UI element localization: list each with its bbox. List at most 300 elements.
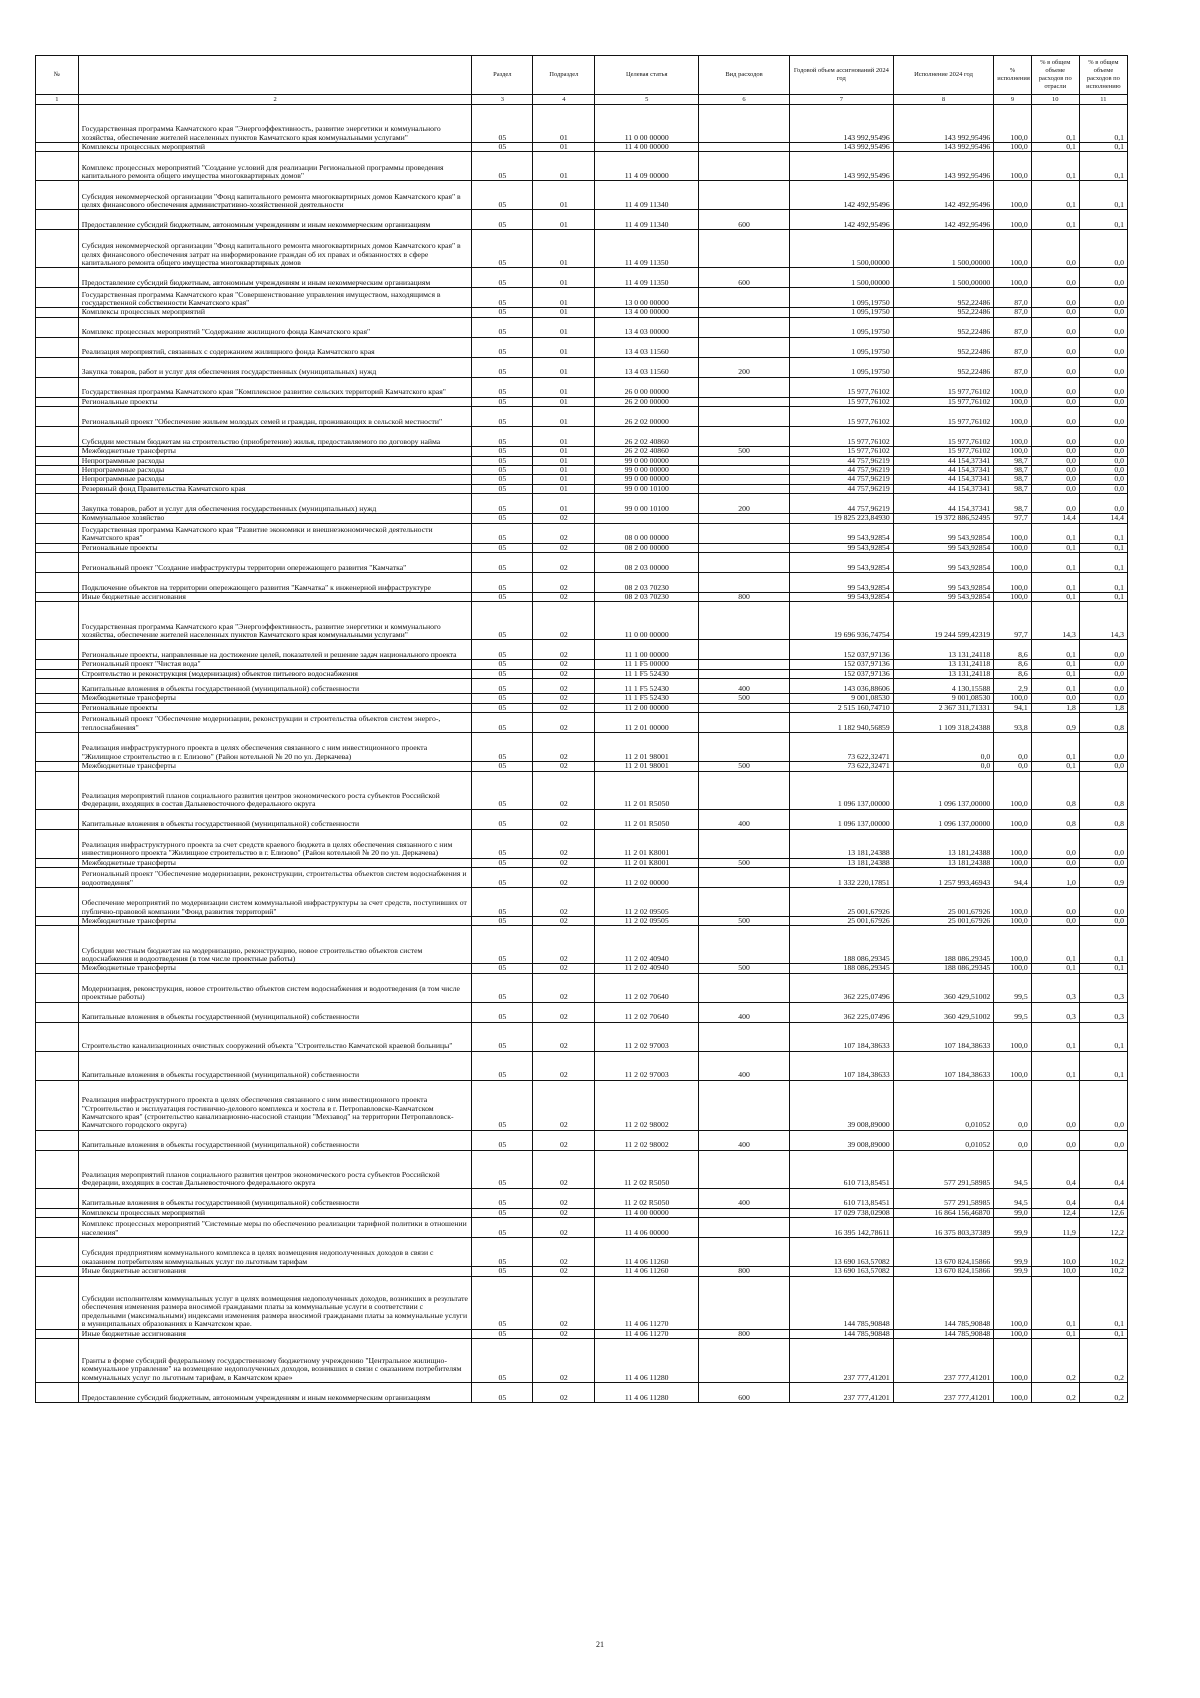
- row-name: Капитальные вложения в объекты государственной (муниципальной) собственности: [78, 1051, 472, 1080]
- row-expense-type: 400: [699, 1188, 790, 1208]
- row-number: [36, 762, 79, 771]
- row-planned-amount: 188 086,29345: [789, 926, 893, 964]
- row-podrazdel: 01: [533, 456, 595, 465]
- row-podrazdel: 01: [533, 484, 595, 493]
- row-podrazdel: 02: [533, 1150, 595, 1188]
- row-planned-amount: 1 500,00000: [789, 268, 893, 288]
- row-expense-type: [699, 308, 790, 317]
- row-expense-type: 600: [699, 210, 790, 230]
- row-name: Реализация инфраструктурного проекта за счет средств краевого бюджета в целях обеспечения связанного с ним инвестиционного проекта "Жилищное строительство в г. Елизово" (Район котельной № 20 по ул. Деркачева): [78, 829, 472, 858]
- row-planned-amount: 188 086,29345: [789, 964, 893, 973]
- row-execution-percent: 99,9: [994, 1238, 1031, 1267]
- row-execution-percent: 100,0: [994, 771, 1031, 809]
- row-number: [36, 308, 79, 317]
- row-name: Региональные проекты: [78, 703, 472, 712]
- row-share-industry: 0,2: [1031, 1338, 1079, 1382]
- row-razdel: 05: [472, 1238, 533, 1267]
- row-expense-type: [699, 337, 790, 357]
- row-planned-amount: 44 757,96219: [789, 475, 893, 484]
- row-razdel: 05: [472, 1382, 533, 1402]
- row-expense-type: [699, 1208, 790, 1217]
- row-expense-type: [699, 427, 790, 447]
- row-share-industry: 0,1: [1031, 523, 1079, 543]
- row-share-execution: 0,8: [1079, 713, 1127, 733]
- row-expense-type: [699, 867, 790, 887]
- row-target-article: 11 2 02 98002: [595, 1130, 699, 1150]
- row-target-article: 11 2 02 97003: [595, 1051, 699, 1080]
- row-share-execution: 0,0: [1079, 397, 1127, 406]
- row-share-industry: 0,8: [1031, 809, 1079, 829]
- table-row: [36, 447, 1128, 456]
- row-target-article: 26 0 00 00000: [595, 377, 699, 397]
- row-executed-amount: 13 131,24118: [893, 669, 994, 678]
- row-podrazdel: 02: [533, 1382, 595, 1402]
- row-execution-percent: 0,0: [994, 762, 1031, 771]
- row-number: [36, 1051, 79, 1080]
- row-share-industry: 0,1: [1031, 105, 1079, 143]
- row-name: Резервный фонд Правительства Камчатского края: [78, 484, 472, 493]
- row-target-article: 11 2 00 00000: [595, 703, 699, 712]
- row-executed-amount: 15 977,76102: [893, 377, 994, 397]
- row-share-execution: 0,1: [1079, 593, 1127, 602]
- row-planned-amount: 19 696 936,74754: [789, 602, 893, 640]
- row-podrazdel: 02: [533, 1218, 595, 1238]
- row-execution-percent: 98,7: [994, 484, 1031, 493]
- row-podrazdel: 02: [533, 694, 595, 703]
- table-row: [36, 694, 1128, 703]
- row-share-industry: 0,1: [1031, 762, 1079, 771]
- row-share-industry: 0,0: [1031, 230, 1079, 268]
- table-row: [36, 829, 1128, 858]
- row-razdel: 05: [472, 317, 533, 337]
- row-podrazdel: 01: [533, 308, 595, 317]
- row-share-industry: 12,4: [1031, 1208, 1079, 1217]
- row-expense-type: 500: [699, 964, 790, 973]
- row-share-execution: 0,0: [1079, 484, 1127, 493]
- row-executed-amount: 144 785,90848: [893, 1276, 994, 1329]
- row-number: [36, 679, 79, 694]
- row-number: [36, 494, 79, 514]
- row-podrazdel: 02: [533, 771, 595, 809]
- row-razdel: 05: [472, 1080, 533, 1130]
- row-razdel: 05: [472, 1022, 533, 1051]
- row-share-execution: 0,0: [1079, 317, 1127, 337]
- row-share-industry: 0,8: [1031, 771, 1079, 809]
- table-row: [36, 926, 1128, 964]
- row-share-industry: 0,3: [1031, 973, 1079, 1002]
- row-planned-amount: 99 543,92854: [789, 593, 893, 602]
- row-podrazdel: 02: [533, 1130, 595, 1150]
- row-podrazdel: 01: [533, 357, 595, 377]
- row-podrazdel: 02: [533, 1051, 595, 1080]
- row-share-industry: 0,0: [1031, 858, 1079, 867]
- row-razdel: 05: [472, 858, 533, 867]
- row-podrazdel: 01: [533, 447, 595, 456]
- row-expense-type: [699, 553, 790, 573]
- table-row: [36, 523, 1128, 543]
- table-row: [36, 105, 1128, 143]
- row-share-execution: 12,6: [1079, 1208, 1127, 1217]
- row-planned-amount: 1 182 940,56859: [789, 713, 893, 733]
- table-row: [36, 1080, 1128, 1130]
- row-executed-amount: 952,22486: [893, 317, 994, 337]
- row-share-execution: 0,1: [1079, 181, 1127, 210]
- row-target-article: 11 0 00 00000: [595, 105, 699, 143]
- row-expense-type: [699, 1218, 790, 1238]
- row-podrazdel: 02: [533, 887, 595, 916]
- row-podrazdel: 01: [533, 494, 595, 514]
- row-podrazdel: 02: [533, 867, 595, 887]
- row-share-industry: 10,0: [1031, 1238, 1079, 1267]
- table-row: [36, 1022, 1128, 1051]
- table-row: [36, 1238, 1128, 1267]
- row-razdel: 05: [472, 887, 533, 916]
- row-number: [36, 543, 79, 552]
- row-target-article: 99 0 00 00000: [595, 456, 699, 465]
- row-name: Межбюджетные трансферты: [78, 858, 472, 867]
- row-share-execution: 0,9: [1079, 867, 1127, 887]
- row-razdel: 05: [472, 829, 533, 858]
- row-podrazdel: 01: [533, 181, 595, 210]
- row-razdel: 05: [472, 669, 533, 678]
- row-share-execution: 0,0: [1079, 762, 1127, 771]
- row-name: Капитальные вложения в объекты государственной (муниципальной) собственности: [78, 1002, 472, 1022]
- row-planned-amount: 13 690 163,57082: [789, 1238, 893, 1267]
- row-planned-amount: 15 977,76102: [789, 397, 893, 406]
- row-target-article: 11 2 01 98001: [595, 762, 699, 771]
- row-expense-type: [699, 973, 790, 1002]
- row-razdel: 05: [472, 1338, 533, 1382]
- row-share-industry: 0,1: [1031, 152, 1079, 181]
- row-share-execution: 1,8: [1079, 703, 1127, 712]
- row-podrazdel: 01: [533, 427, 595, 447]
- table-row: [36, 466, 1128, 475]
- table-row: [36, 713, 1128, 733]
- row-number: [36, 230, 79, 268]
- row-number: [36, 964, 79, 973]
- row-share-industry: 0,0: [1031, 466, 1079, 475]
- row-share-execution: 0,1: [1079, 152, 1127, 181]
- row-executed-amount: 4 130,15588: [893, 679, 994, 694]
- row-share-execution: 0,0: [1079, 916, 1127, 925]
- row-execution-percent: 97,7: [994, 514, 1031, 523]
- row-number: [36, 143, 79, 152]
- row-share-industry: 0,1: [1031, 543, 1079, 552]
- row-share-industry: 0,0: [1031, 916, 1079, 925]
- row-number: [36, 407, 79, 427]
- row-podrazdel: 02: [533, 1022, 595, 1051]
- document-page: [35, 55, 1128, 1403]
- row-share-industry: 0,0: [1031, 1080, 1079, 1130]
- table-row: [36, 514, 1128, 523]
- row-share-execution: 14,4: [1079, 514, 1127, 523]
- row-share-execution: 0,0: [1079, 456, 1127, 465]
- row-razdel: 05: [472, 553, 533, 573]
- table-row: [36, 602, 1128, 640]
- row-execution-percent: 100,0: [994, 1329, 1031, 1338]
- row-share-industry: 0,1: [1031, 660, 1079, 669]
- row-name: Непрограммные расходы: [78, 456, 472, 465]
- row-share-industry: 0,0: [1031, 494, 1079, 514]
- row-expense-type: [699, 105, 790, 143]
- colnum: 10: [1031, 95, 1079, 105]
- row-name: Региональные проекты: [78, 397, 472, 406]
- row-name: Региональные проекты, направленные на достижение целей, показателей и решение задач национального проекта: [78, 640, 472, 660]
- row-name: Межбюджетные трансферты: [78, 447, 472, 456]
- row-name: Субсидия некоммерческой организации "Фонд капитального ремонта многоквартирных домов Камчатского края" в целях финансового обеспечения затрат на информирование граждан об их правах и обязанностях в сфере капитального ремонта общего имущества многоквартирных домов: [78, 230, 472, 268]
- row-razdel: 05: [472, 771, 533, 809]
- row-share-execution: 0,0: [1079, 447, 1127, 456]
- table-row: [36, 317, 1128, 337]
- row-execution-percent: 100,0: [994, 268, 1031, 288]
- row-share-industry: 14,3: [1031, 602, 1079, 640]
- row-executed-amount: 2 367 311,71331: [893, 703, 994, 712]
- row-share-execution: 0,0: [1079, 288, 1127, 308]
- row-name: Непрограммные расходы: [78, 466, 472, 475]
- row-share-execution: 0,8: [1079, 771, 1127, 809]
- row-share-industry: 0,1: [1031, 926, 1079, 964]
- row-number: [36, 1188, 79, 1208]
- row-target-article: 08 2 03 00000: [595, 553, 699, 573]
- row-podrazdel: 01: [533, 377, 595, 397]
- row-razdel: 05: [472, 494, 533, 514]
- table-row: [36, 867, 1128, 887]
- row-expense-type: [699, 1276, 790, 1329]
- row-name: Региональный проект "Чистая вода": [78, 660, 472, 669]
- row-execution-percent: 99,5: [994, 973, 1031, 1002]
- row-share-execution: 0,1: [1079, 543, 1127, 552]
- table-row: [36, 1188, 1128, 1208]
- row-execution-percent: 8,6: [994, 640, 1031, 660]
- row-number: [36, 447, 79, 456]
- row-share-execution: 0,0: [1079, 427, 1127, 447]
- row-share-industry: 1,0: [1031, 867, 1079, 887]
- row-executed-amount: 13 670 824,15866: [893, 1267, 994, 1276]
- row-share-execution: 0,0: [1079, 494, 1127, 514]
- row-expense-type: [699, 829, 790, 858]
- header-no: №: [36, 56, 79, 95]
- row-target-article: 11 1 00 00000: [595, 640, 699, 660]
- colnum: 3: [472, 95, 533, 105]
- table-row: [36, 887, 1128, 916]
- row-planned-amount: 99 543,92854: [789, 543, 893, 552]
- row-execution-percent: 100,0: [994, 964, 1031, 973]
- row-share-industry: 0,1: [1031, 669, 1079, 678]
- row-number: [36, 602, 79, 640]
- row-name: Капитальные вложения в объекты государственной (муниципальной) собственности: [78, 809, 472, 829]
- row-name: Закупка товаров, работ и услуг для обеспечения государственных (муниципальных) нужд: [78, 357, 472, 377]
- row-expense-type: 800: [699, 593, 790, 602]
- row-share-execution: 0,0: [1079, 733, 1127, 762]
- row-number: [36, 1150, 79, 1188]
- row-execution-percent: 100,0: [994, 397, 1031, 406]
- row-execution-percent: 100,0: [994, 407, 1031, 427]
- row-execution-percent: 97,7: [994, 602, 1031, 640]
- row-executed-amount: 13 181,24388: [893, 829, 994, 858]
- row-razdel: 05: [472, 964, 533, 973]
- row-share-industry: 0,1: [1031, 964, 1079, 973]
- row-razdel: 05: [472, 337, 533, 357]
- row-share-execution: 0,1: [1079, 105, 1127, 143]
- row-number: [36, 640, 79, 660]
- row-planned-amount: 13 181,24388: [789, 829, 893, 858]
- row-number: [36, 660, 79, 669]
- table-row: [36, 484, 1128, 493]
- row-podrazdel: 02: [533, 602, 595, 640]
- row-expense-type: 500: [699, 858, 790, 867]
- row-execution-percent: 94,5: [994, 1150, 1031, 1188]
- row-target-article: 11 4 00 00000: [595, 1208, 699, 1217]
- row-execution-percent: 100,0: [994, 887, 1031, 916]
- row-target-article: 11 4 09 11340: [595, 181, 699, 210]
- row-target-article: 11 4 09 11350: [595, 230, 699, 268]
- row-share-industry: 0,1: [1031, 593, 1079, 602]
- row-podrazdel: 01: [533, 397, 595, 406]
- row-name: Комплекс процессных мероприятий "Системные меры по обеспечению реализации тарифной политики в отношении населения": [78, 1218, 472, 1238]
- table-row: [36, 543, 1128, 552]
- row-share-execution: 0,0: [1079, 475, 1127, 484]
- row-podrazdel: 02: [533, 1267, 595, 1276]
- row-share-execution: 0,0: [1079, 660, 1127, 669]
- row-number: [36, 916, 79, 925]
- row-name: Региональные проекты: [78, 543, 472, 552]
- row-execution-percent: 100,0: [994, 1276, 1031, 1329]
- row-razdel: 05: [472, 407, 533, 427]
- row-planned-amount: 44 757,96219: [789, 494, 893, 514]
- row-target-article: 11 2 01 К8001: [595, 858, 699, 867]
- row-razdel: 05: [472, 1218, 533, 1238]
- row-podrazdel: 01: [533, 268, 595, 288]
- row-expense-type: [699, 407, 790, 427]
- row-target-article: 13 4 03 11560: [595, 337, 699, 357]
- row-target-article: 08 2 00 00000: [595, 543, 699, 552]
- table-row: [36, 809, 1128, 829]
- row-target-article: 99 0 00 00000: [595, 466, 699, 475]
- row-planned-amount: 13 690 163,57082: [789, 1267, 893, 1276]
- row-name: Комплексы процессных мероприятий: [78, 143, 472, 152]
- row-planned-amount: 17 029 738,02908: [789, 1208, 893, 1217]
- header-razdel: Раздел: [472, 56, 533, 95]
- row-execution-percent: 100,0: [994, 1051, 1031, 1080]
- row-expense-type: [699, 377, 790, 397]
- row-name: Реализация мероприятий планов социального развития центров экономического роста субъектов Российской Федерации, входящих в состав Дальневосточного федерального округа: [78, 771, 472, 809]
- row-execution-percent: 100,0: [994, 143, 1031, 152]
- row-expense-type: [699, 484, 790, 493]
- row-name: Строительство канализационных очистных сооружений объекта "Строительство Камчатской краевой больницы": [78, 1022, 472, 1051]
- row-expense-type: 500: [699, 447, 790, 456]
- row-expense-type: [699, 1080, 790, 1130]
- row-podrazdel: 02: [533, 679, 595, 694]
- row-number: [36, 1267, 79, 1276]
- row-share-execution: 0,0: [1079, 308, 1127, 317]
- row-expense-type: [699, 713, 790, 733]
- column-number-row: [36, 95, 1128, 105]
- row-name: Субсидии местным бюджетам на строительство (приобретение) жилья, предоставляемого по договору найма: [78, 427, 472, 447]
- row-podrazdel: 02: [533, 1329, 595, 1338]
- row-podrazdel: 02: [533, 926, 595, 964]
- row-share-industry: 0,1: [1031, 210, 1079, 230]
- row-share-industry: 0,0: [1031, 407, 1079, 427]
- row-executed-amount: 143 992,95496: [893, 152, 994, 181]
- table-row: [36, 1150, 1128, 1188]
- row-number: [36, 1208, 79, 1217]
- row-planned-amount: 152 037,97136: [789, 640, 893, 660]
- row-target-article: [595, 514, 699, 523]
- row-execution-percent: 100,0: [994, 230, 1031, 268]
- row-expense-type: [699, 771, 790, 809]
- colnum: 7: [789, 95, 893, 105]
- row-execution-percent: 100,0: [994, 829, 1031, 858]
- header-share1: % в общем объеме расходов по отрасли: [1031, 56, 1079, 95]
- row-executed-amount: 952,22486: [893, 337, 994, 357]
- table-row: [36, 679, 1128, 694]
- row-share-execution: 14,3: [1079, 602, 1127, 640]
- row-planned-amount: 1 095,19750: [789, 357, 893, 377]
- row-expense-type: [699, 669, 790, 678]
- row-target-article: 11 4 06 11280: [595, 1382, 699, 1402]
- row-planned-amount: 143 992,95496: [789, 105, 893, 143]
- row-share-execution: 10,2: [1079, 1267, 1127, 1276]
- row-number: [36, 105, 79, 143]
- row-target-article: 99 0 00 10100: [595, 484, 699, 493]
- row-target-article: 11 4 06 11270: [595, 1329, 699, 1338]
- row-share-execution: 0,2: [1079, 1382, 1127, 1402]
- row-execution-percent: 99,9: [994, 1218, 1031, 1238]
- header-plan: Годовой объем ассигнований 2024 год: [789, 56, 893, 95]
- row-podrazdel: 02: [533, 543, 595, 552]
- row-podrazdel: 01: [533, 105, 595, 143]
- row-planned-amount: 1 332 220,17851: [789, 867, 893, 887]
- table-row: [36, 1329, 1128, 1338]
- row-planned-amount: 610 713,85451: [789, 1188, 893, 1208]
- row-expense-type: [699, 466, 790, 475]
- row-name: Модернизация, реконструкция, новое строительство объектов систем водоснабжения и водоотведения (в том числе проектные работы): [78, 973, 472, 1002]
- row-target-article: 11 2 02 09505: [595, 887, 699, 916]
- table-row: [36, 771, 1128, 809]
- row-share-industry: 0,1: [1031, 1051, 1079, 1080]
- row-target-article: 11 4 06 11270: [595, 1276, 699, 1329]
- row-number: [36, 1130, 79, 1150]
- row-planned-amount: 143 992,95496: [789, 152, 893, 181]
- row-share-industry: 0,0: [1031, 308, 1079, 317]
- row-razdel: 05: [472, 475, 533, 484]
- row-expense-type: [699, 660, 790, 669]
- row-expense-type: [699, 514, 790, 523]
- row-executed-amount: 1 096 137,00000: [893, 809, 994, 829]
- table-row: [36, 1276, 1128, 1329]
- row-podrazdel: 02: [533, 660, 595, 669]
- row-expense-type: 400: [699, 1002, 790, 1022]
- row-share-industry: 0,1: [1031, 573, 1079, 593]
- row-execution-percent: 100,0: [994, 447, 1031, 456]
- row-planned-amount: 44 757,96219: [789, 466, 893, 475]
- row-number: [36, 475, 79, 484]
- row-number: [36, 1329, 79, 1338]
- row-share-industry: 0,1: [1031, 679, 1079, 694]
- row-executed-amount: 952,22486: [893, 357, 994, 377]
- row-executed-amount: 15 977,76102: [893, 447, 994, 456]
- row-expense-type: [699, 733, 790, 762]
- row-expense-type: 200: [699, 357, 790, 377]
- row-share-execution: 0,1: [1079, 143, 1127, 152]
- row-name: Комплексы процессных мероприятий: [78, 1208, 472, 1217]
- row-podrazdel: 02: [533, 593, 595, 602]
- colnum: 9: [994, 95, 1031, 105]
- row-executed-amount: 99 543,92854: [893, 523, 994, 543]
- row-share-industry: 0,9: [1031, 713, 1079, 733]
- row-target-article: 13 4 03 11560: [595, 357, 699, 377]
- row-name: Капитальные вложения в объекты государственной (муниципальной) собственности: [78, 679, 472, 694]
